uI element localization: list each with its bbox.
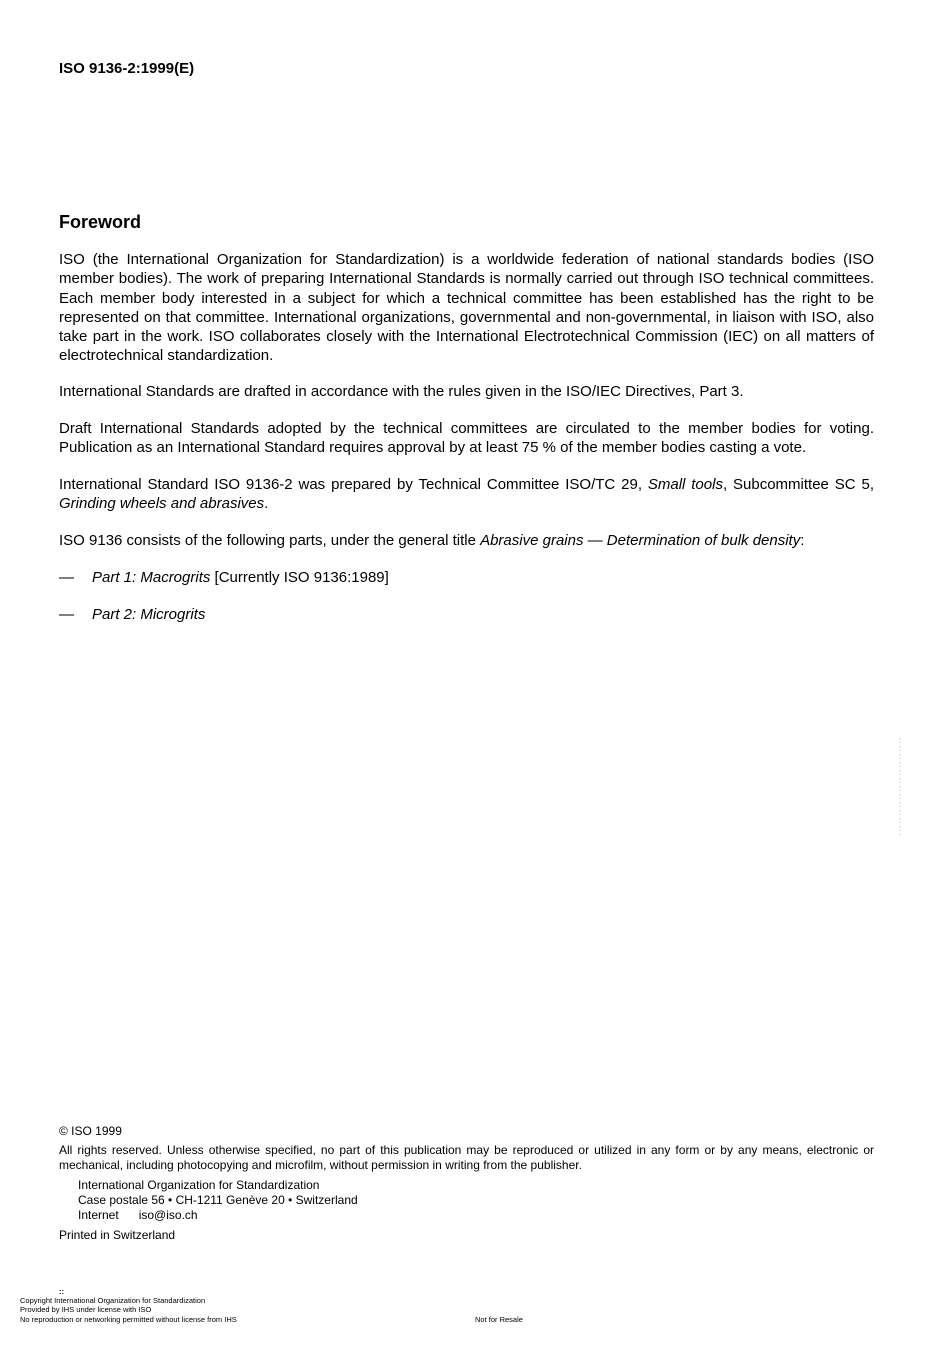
paragraph-5-text-a: ISO 9136 consists of the following parts, under the general title xyxy=(59,532,481,549)
footer-copyright-line: Copyright International Organization for Standardization xyxy=(20,1296,206,1305)
list-item-part-1 xyxy=(59,568,389,587)
foreword-paragraph-3: Draft International Standards adopted by the technical committees are circulated to the member bodies for voting. Publication as an International Standard requires approval by at least 75 % of the member bodies casting a vote. xyxy=(59,420,874,457)
foreword-paragraph-2: International Standards are drafted in accordance with the rules given in the ISO/IEC Directives, Part 3. xyxy=(59,383,744,400)
list-item-part-2 xyxy=(59,605,205,624)
foreword-paragraph-4 xyxy=(59,475,874,514)
org-internet xyxy=(78,1208,198,1223)
org-name: International Organization for Standardization xyxy=(78,1178,320,1192)
list-dash: — xyxy=(59,569,74,586)
part-1-title: Part 1: Macrogrits xyxy=(92,569,211,586)
footer-reproduction-line: No reproduction or networking permitted without license from IHS xyxy=(20,1315,237,1324)
paragraph-4-text-e: . xyxy=(264,495,269,513)
internet-email: iso@iso.ch xyxy=(138,1208,198,1222)
rights-statement: All rights reserved. Unless otherwise specified, no part of this publication may be reproduced or utilized in any form or by any means, electronic or mechanical, including photocopying and microfilm, without permission in writing from the publisher. xyxy=(59,1143,874,1172)
footer-mark: :: xyxy=(59,1287,64,1296)
list-dash: — xyxy=(59,606,74,623)
footer-license-line: Provided by IHS under license with ISO xyxy=(20,1305,152,1314)
footer-not-for-resale: Not for Resale xyxy=(475,1315,523,1324)
part-1-note: [Currently ISO 9136:1989] xyxy=(210,569,389,586)
grinding-wheels-title: Grinding wheels and abrasives xyxy=(59,495,265,513)
general-title: Abrasive grains — Determination of bulk density xyxy=(480,532,801,549)
foreword-paragraph-5 xyxy=(59,531,874,550)
part-2-title: Part 2: Microgrits xyxy=(92,606,206,623)
printed-in: Printed in Switzerland xyxy=(59,1228,176,1242)
paragraph-4-text-a: International Standard ISO 9136-2 was prepared by Technical Committee ISO/TC 29, xyxy=(59,476,648,493)
margin-mark xyxy=(899,738,901,836)
org-address: Case postale 56 • CH-1211 Genève 20 • Switzerland xyxy=(78,1193,358,1207)
document-id: ISO 9136-2:1999(E) xyxy=(59,60,195,77)
paragraph-4-text-c: , Subcommittee SC 5, xyxy=(722,476,874,493)
copyright-year: © ISO 1999 xyxy=(59,1124,122,1138)
foreword-paragraph-1: ISO (the International Organization for Standardization) is a worldwide federation of national standards bodies (ISO member bodies). The work of preparing International Standards is normally carried out through ISO technical committees. Each member body interested in a subject for which a technical committee has been established has the right to be represented on that committee. International organizations, governmental and non-governmental, in liaison with ISO, also take part in the work. ISO collaborates closely with the International Electrotechnical Commission (IEC) on all matters of electrotechnical standardization. xyxy=(59,251,874,365)
internet-label: Internet xyxy=(78,1208,119,1222)
small-tools-title: Small tools xyxy=(647,476,723,493)
paragraph-5-text-c: : xyxy=(800,532,805,549)
foreword-heading: Foreword xyxy=(59,212,142,232)
